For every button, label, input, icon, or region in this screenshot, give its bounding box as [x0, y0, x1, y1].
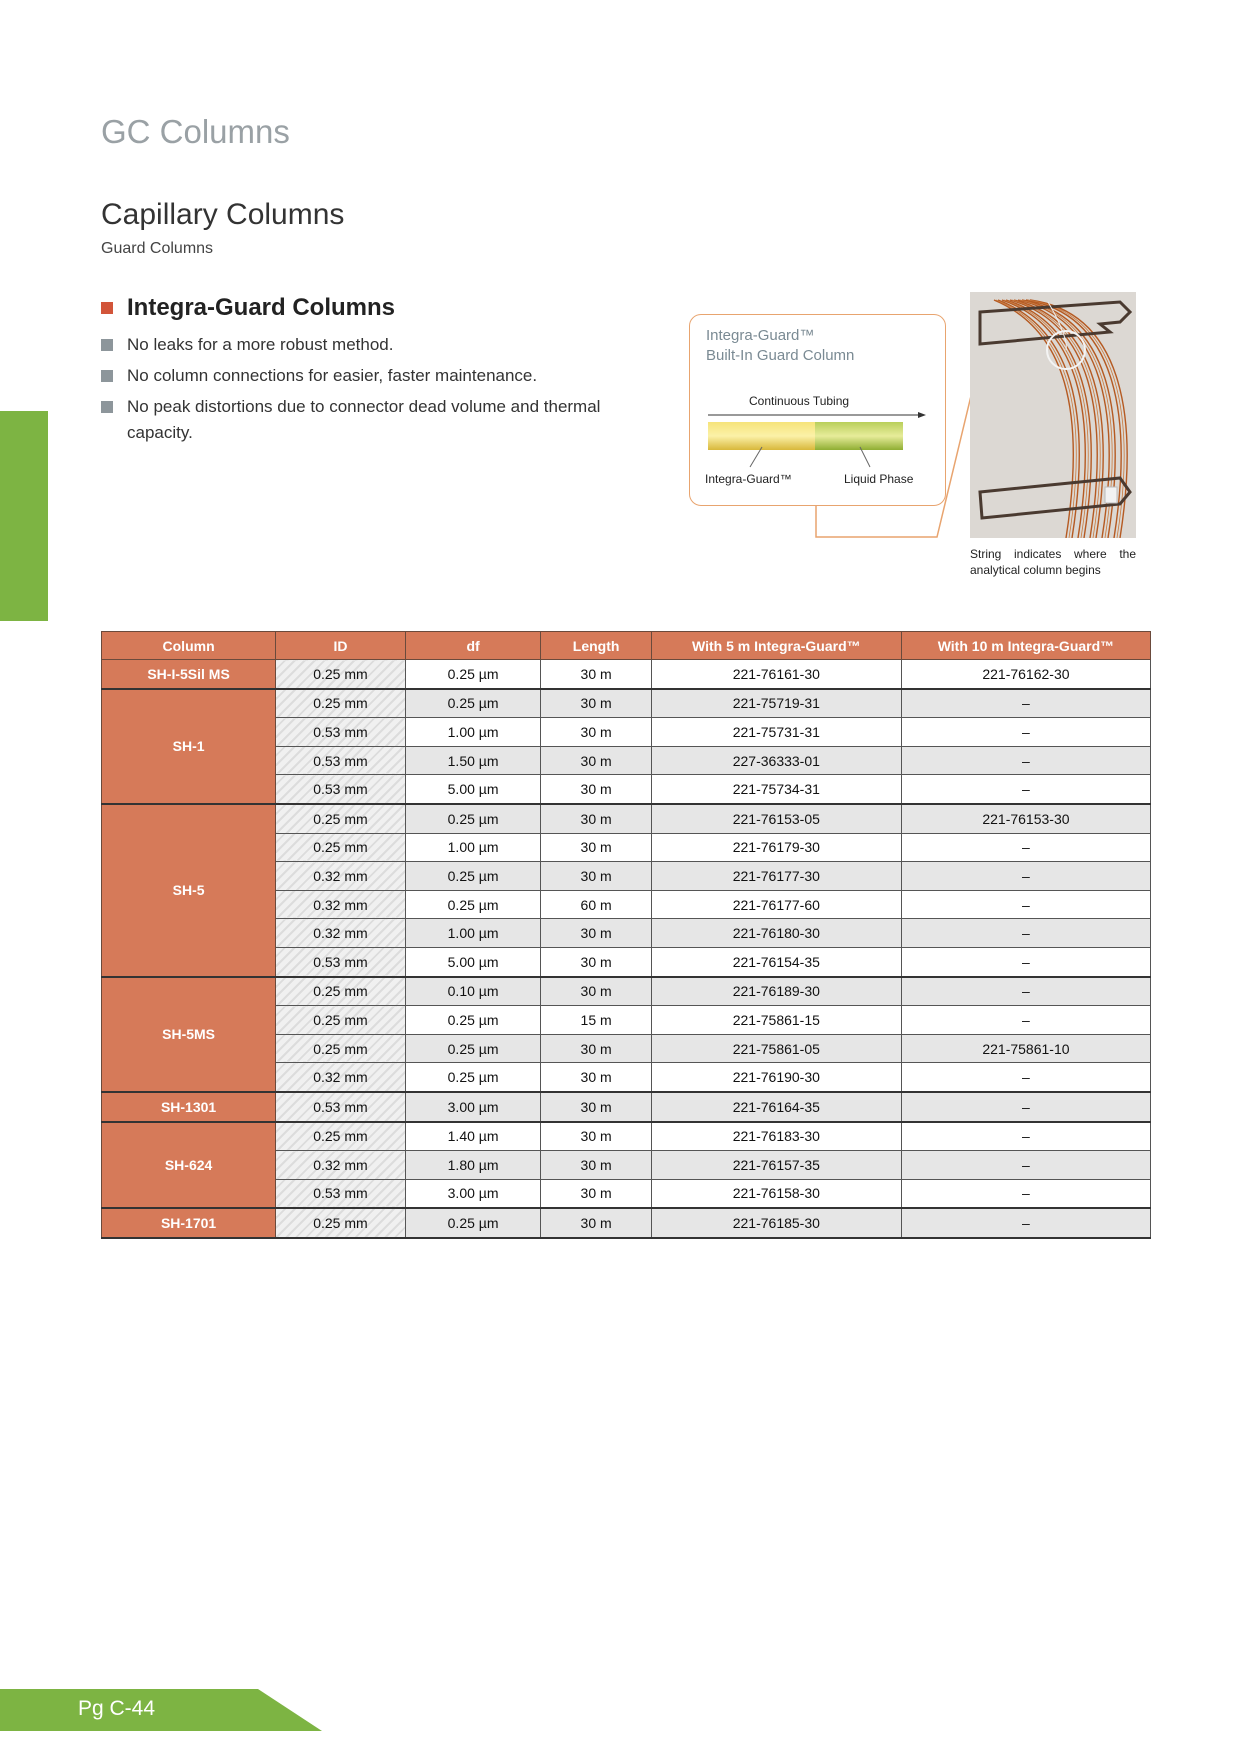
- df-cell: 1.50 µm: [405, 746, 541, 775]
- id-cell: 0.25 mm: [276, 833, 406, 862]
- part-5m-cell: 221-75734-31: [651, 775, 901, 804]
- length-cell: 30 m: [541, 1122, 651, 1151]
- df-cell: 5.00 µm: [405, 947, 541, 976]
- coiled-column-image: [970, 292, 1136, 538]
- part-10m-cell: –: [901, 718, 1150, 747]
- column-group-name: SH-I-5Sil MS: [102, 660, 276, 689]
- id-cell: 0.53 mm: [276, 1179, 406, 1208]
- id-cell: 0.53 mm: [276, 718, 406, 747]
- df-cell: 0.25 µm: [405, 804, 541, 833]
- id-cell: 0.25 mm: [276, 977, 406, 1006]
- part-10m-cell: –: [901, 1179, 1150, 1208]
- df-cell: 5.00 µm: [405, 775, 541, 804]
- part-10m-cell: –: [901, 919, 1150, 948]
- part-5m-cell: 221-76180-30: [651, 919, 901, 948]
- id-cell: 0.32 mm: [276, 919, 406, 948]
- part-5m-cell: 221-76177-60: [651, 890, 901, 919]
- part-5m-cell: 221-76189-30: [651, 977, 901, 1006]
- df-cell: 1.00 µm: [405, 718, 541, 747]
- id-cell: 0.53 mm: [276, 1092, 406, 1122]
- part-10m-cell: –: [901, 977, 1150, 1006]
- photo-caption: String indicates where the analytical column begins: [970, 547, 1136, 577]
- length-cell: 30 m: [541, 1034, 651, 1063]
- integra-guard-diagram: [689, 314, 946, 506]
- length-cell: 30 m: [541, 833, 651, 862]
- table-row: [102, 1122, 1151, 1151]
- table-body: [102, 660, 1151, 1238]
- part-5m-cell: 221-76185-30: [651, 1208, 901, 1238]
- df-cell: 1.80 µm: [405, 1151, 541, 1180]
- part-5m-cell: 221-76177-30: [651, 862, 901, 891]
- df-cell: 0.25 µm: [405, 1006, 541, 1035]
- part-10m-cell: –: [901, 1063, 1150, 1092]
- length-cell: 30 m: [541, 1179, 651, 1208]
- length-cell: 30 m: [541, 1208, 651, 1238]
- integra-guard-label: Integra-Guard™: [705, 472, 792, 486]
- table-row: [102, 689, 1151, 718]
- df-cell: 1.40 µm: [405, 1122, 541, 1151]
- part-10m-cell: 221-76162-30: [901, 660, 1150, 689]
- df-cell: 0.25 µm: [405, 890, 541, 919]
- length-cell: 15 m: [541, 1006, 651, 1035]
- section-title: Capillary Columns: [101, 198, 345, 231]
- part-10m-cell: –: [901, 1092, 1150, 1122]
- table-row: [102, 977, 1151, 1006]
- table-row: [102, 1208, 1151, 1238]
- column-group-name: SH-624: [102, 1122, 276, 1209]
- id-cell: 0.32 mm: [276, 890, 406, 919]
- column-group-name: SH-1701: [102, 1208, 276, 1238]
- part-10m-cell: –: [901, 862, 1150, 891]
- part-5m-cell: 221-75861-05: [651, 1034, 901, 1063]
- length-cell: 30 m: [541, 977, 651, 1006]
- df-cell: 0.25 µm: [405, 1208, 541, 1238]
- length-cell: 30 m: [541, 718, 651, 747]
- part-10m-cell: –: [901, 1151, 1150, 1180]
- part-5m-cell: 221-75731-31: [651, 718, 901, 747]
- part-10m-cell: –: [901, 775, 1150, 804]
- page-number: Pg C-44: [78, 1697, 156, 1720]
- part-5m-cell: 221-75861-15: [651, 1006, 901, 1035]
- df-cell: 0.25 µm: [405, 660, 541, 689]
- id-cell: 0.53 mm: [276, 746, 406, 775]
- table-header-row: [102, 632, 1151, 660]
- part-10m-cell: 221-76153-30: [901, 804, 1150, 833]
- part-10m-cell: –: [901, 947, 1150, 976]
- column-group-name: SH-5MS: [102, 977, 276, 1092]
- id-cell: 0.25 mm: [276, 1006, 406, 1035]
- df-cell: 1.00 µm: [405, 833, 541, 862]
- part-10m-cell: –: [901, 1122, 1150, 1151]
- df-cell: 0.25 µm: [405, 689, 541, 718]
- part-10m-cell: –: [901, 1006, 1150, 1035]
- part-5m-cell: 221-76153-05: [651, 804, 901, 833]
- liquid-phase-label: Liquid Phase: [844, 472, 914, 486]
- column-header: ID: [276, 632, 406, 660]
- part-5m-cell: 221-76157-35: [651, 1151, 901, 1180]
- length-cell: 30 m: [541, 919, 651, 948]
- part-10m-cell: –: [901, 1208, 1150, 1238]
- df-cell: 0.10 µm: [405, 977, 541, 1006]
- length-cell: 30 m: [541, 804, 651, 833]
- df-cell: 0.25 µm: [405, 862, 541, 891]
- length-cell: 30 m: [541, 862, 651, 891]
- length-cell: 30 m: [541, 746, 651, 775]
- diagram-title-line1: Integra-Guard™: [706, 327, 815, 344]
- length-cell: 30 m: [541, 1063, 651, 1092]
- column-header: With 10 m Integra-Guard™: [901, 632, 1150, 660]
- id-cell: 0.32 mm: [276, 862, 406, 891]
- diagram-title-line2: Built-In Guard Column: [706, 347, 855, 364]
- coiled-column-photo: [970, 292, 1136, 538]
- table-row: [102, 660, 1151, 689]
- length-cell: 30 m: [541, 775, 651, 804]
- part-5m-cell: 227-36333-01: [651, 746, 901, 775]
- guard-columns-table: [101, 631, 1151, 1239]
- part-5m-cell: 221-76154-35: [651, 947, 901, 976]
- id-cell: 0.53 mm: [276, 947, 406, 976]
- id-cell: 0.32 mm: [276, 1151, 406, 1180]
- bullet-text: No peak distortions due to connector dead volume and thermal capacity.: [127, 397, 601, 442]
- bullet-text: No column connections for easier, faster maintenance.: [127, 366, 538, 385]
- page-number-tab: [0, 1689, 330, 1731]
- part-10m-cell: –: [901, 746, 1150, 775]
- id-cell: 0.25 mm: [276, 689, 406, 718]
- length-cell: 30 m: [541, 689, 651, 718]
- part-5m-cell: 221-75719-31: [651, 689, 901, 718]
- column-group-name: SH-5: [102, 804, 276, 977]
- part-10m-cell: –: [901, 833, 1150, 862]
- df-cell: 3.00 µm: [405, 1092, 541, 1122]
- part-5m-cell: 221-76190-30: [651, 1063, 901, 1092]
- length-cell: 30 m: [541, 1151, 651, 1180]
- id-cell: 0.25 mm: [276, 1122, 406, 1151]
- column-header: df: [405, 632, 541, 660]
- part-10m-cell: –: [901, 689, 1150, 718]
- id-cell: 0.53 mm: [276, 775, 406, 804]
- part-10m-cell: –: [901, 890, 1150, 919]
- column-header: With 5 m Integra-Guard™: [651, 632, 901, 660]
- id-cell: 0.25 mm: [276, 1034, 406, 1063]
- df-cell: 0.25 µm: [405, 1034, 541, 1063]
- bullet-text: No leaks for a more robust method.: [127, 335, 394, 354]
- id-cell: 0.32 mm: [276, 1063, 406, 1092]
- part-5m-cell: 221-76164-35: [651, 1092, 901, 1122]
- column-header: Column: [102, 632, 276, 660]
- part-5m-cell: 221-76158-30: [651, 1179, 901, 1208]
- df-cell: 1.00 µm: [405, 919, 541, 948]
- table-row: [102, 1092, 1151, 1122]
- column-group-name: SH-1: [102, 689, 276, 804]
- section-subtitle: Guard Columns: [101, 240, 214, 257]
- part-5m-cell: 221-76179-30: [651, 833, 901, 862]
- feature-title: Integra-Guard Columns: [127, 294, 396, 321]
- part-10m-cell: 221-75861-10: [901, 1034, 1150, 1063]
- tubing-label: Continuous Tubing: [749, 394, 850, 408]
- column-header: Length: [541, 632, 651, 660]
- page-title: GC Columns: [101, 113, 290, 150]
- part-5m-cell: 221-76183-30: [651, 1122, 901, 1151]
- df-cell: 3.00 µm: [405, 1179, 541, 1208]
- id-cell: 0.25 mm: [276, 660, 406, 689]
- df-cell: 0.25 µm: [405, 1063, 541, 1092]
- length-cell: 30 m: [541, 660, 651, 689]
- length-cell: 30 m: [541, 1092, 651, 1122]
- id-cell: 0.25 mm: [276, 1208, 406, 1238]
- length-cell: 30 m: [541, 947, 651, 976]
- length-cell: 60 m: [541, 890, 651, 919]
- table-row: [102, 804, 1151, 833]
- column-group-name: SH-1301: [102, 1092, 276, 1122]
- id-cell: 0.25 mm: [276, 804, 406, 833]
- part-5m-cell: 221-76161-30: [651, 660, 901, 689]
